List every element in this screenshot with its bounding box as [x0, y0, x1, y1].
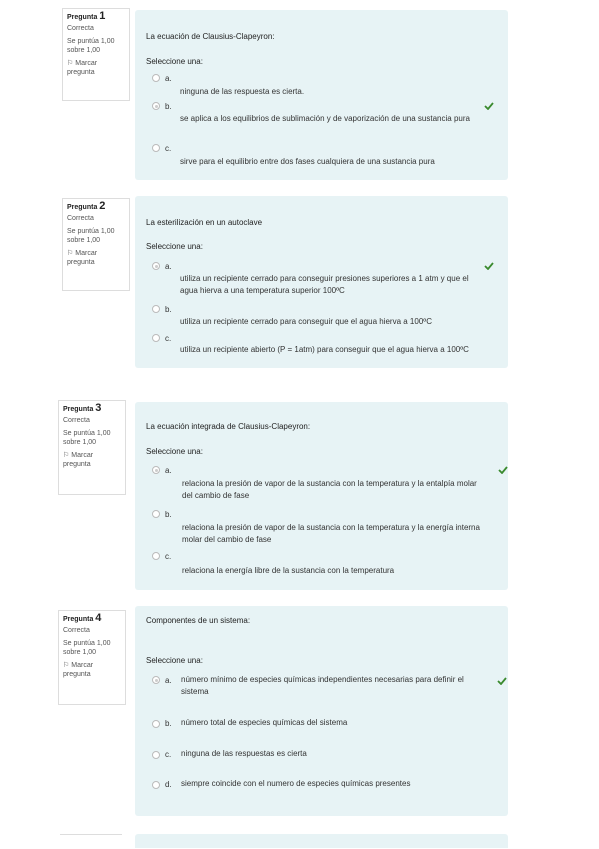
answer-text[interactable]: utiliza un recipiente cerrado para conseguir presiones superiores a 1 atm y que el agua hierva a una temperatura superior 100ºC [180, 274, 469, 295]
answer-radio[interactable] [152, 102, 160, 110]
answer-radio[interactable] [152, 720, 160, 728]
answer-letter: d. [165, 780, 172, 789]
question-text: La ecuación integrada de Clausius-Clapeyron: [146, 422, 311, 431]
answer-letter: b. [165, 305, 172, 314]
question-formulation [135, 606, 508, 816]
question-text: La ecuación de Clausius-Clapeyron: [146, 32, 275, 41]
answer-text[interactable]: número total de especies químicas del sistema [181, 718, 348, 727]
question-label: Pregunta [67, 14, 98, 21]
answer-text[interactable]: sirve para el equilibrio entre dos fases cualquiera de una sustancia pura [180, 157, 435, 166]
answer-radio[interactable] [152, 334, 160, 342]
flag-question-link[interactable] [67, 59, 125, 77]
answer-text[interactable]: relaciona la presión de vapor de la sustancia con la temperatura y la energía interna molar del cambio de fase [182, 523, 480, 544]
question-number-line [63, 614, 121, 624]
check-icon [498, 466, 508, 474]
answer-radio[interactable] [152, 466, 160, 474]
question-formulation [135, 402, 508, 590]
answer-letter: a. [165, 74, 172, 83]
question-formulation [135, 10, 508, 180]
question-info [62, 8, 130, 101]
question-grade: Se puntúa 1,00 sobre 1,00 [67, 228, 115, 244]
flag-icon: ⚐ [67, 60, 74, 67]
answer-text[interactable]: ninguna de las respuesta es cierta. [180, 87, 305, 96]
question-state: Correcta [63, 417, 90, 424]
question-info [58, 400, 126, 495]
answer-prompt: Seleccione una: [146, 447, 203, 456]
answer-letter: c. [165, 750, 172, 759]
flag-question-link[interactable] [63, 451, 121, 469]
answer-radio[interactable] [152, 144, 160, 152]
flag-label: Marcar pregunta [67, 250, 98, 266]
answer-letter: c. [165, 552, 172, 561]
check-icon [497, 677, 507, 685]
check-icon [484, 262, 494, 270]
next-question-formulation [135, 834, 508, 848]
answer-text[interactable]: se aplica a los equilibrios de sublimación y de vaporización de una sustancia pura [180, 114, 470, 123]
question-text: Componentes de un sistema: [146, 616, 251, 625]
question-formulation [135, 196, 508, 368]
question-state: Correcta [67, 215, 94, 222]
question-number-line [67, 12, 125, 22]
question-label: Pregunta [63, 616, 94, 623]
flag-label: Marcar pregunta [67, 60, 98, 76]
question-number: 4 [95, 612, 102, 624]
flag-icon: ⚐ [63, 452, 70, 459]
answer-radio[interactable] [152, 751, 160, 759]
question-grade: Se puntúa 1,00 sobre 1,00 [63, 640, 111, 656]
flag-question-link[interactable] [63, 661, 121, 679]
answer-letter: b. [165, 102, 172, 111]
check-icon [484, 102, 494, 110]
question-label: Pregunta [63, 406, 94, 413]
answer-letter: b. [165, 719, 172, 728]
question-number-line [67, 202, 125, 212]
question-info [62, 198, 130, 291]
question-state: Correcta [63, 627, 90, 634]
answer-radio[interactable] [152, 262, 160, 270]
question-grade: Se puntúa 1,00 sobre 1,00 [63, 430, 111, 446]
answer-text[interactable]: número mínimo de especies químicas independientes necesarias para definir el sistema [181, 675, 464, 696]
answer-prompt: Seleccione una: [146, 242, 203, 251]
answer-radio[interactable] [152, 74, 160, 82]
answer-letter: c. [165, 334, 172, 343]
answer-letter: b. [165, 510, 172, 519]
answer-radio[interactable] [152, 552, 160, 560]
answer-text[interactable]: utiliza un recipiente abierto (P = 1atm) para conseguir que el agua hierva a 100ºC [180, 345, 469, 354]
answer-radio[interactable] [152, 305, 160, 313]
question-number: 2 [99, 200, 106, 212]
answer-prompt: Seleccione una: [146, 656, 203, 665]
question-label: Pregunta [67, 204, 98, 211]
flag-icon: ⚐ [63, 662, 70, 669]
question-number-line [63, 404, 121, 414]
flag-label: Marcar pregunta [63, 662, 94, 678]
answer-radio[interactable] [152, 781, 160, 789]
next-question-info [60, 834, 122, 849]
flag-label: Marcar pregunta [63, 452, 94, 468]
answer-text[interactable]: ninguna de las respuestas es cierta [181, 749, 307, 758]
answer-text[interactable]: relaciona la energía libre de la sustancia con la temperatura [182, 566, 395, 575]
answer-text[interactable]: siempre coincide con el numero de especies químicas presentes [181, 779, 411, 788]
answer-letter: a. [165, 466, 172, 475]
answer-letter: c. [165, 144, 172, 153]
answer-letter: a. [165, 262, 172, 271]
answer-text[interactable]: relaciona la presión de vapor de la sustancia con la temperatura y la entalpía molar del cambio de fase [182, 479, 477, 500]
question-number: 3 [95, 402, 102, 414]
question-grade: Se puntúa 1,00 sobre 1,00 [67, 38, 115, 54]
question-state: Correcta [67, 25, 94, 32]
answer-letter: a. [165, 676, 172, 685]
answer-radio[interactable] [152, 510, 160, 518]
question-info [58, 610, 126, 705]
question-text: La esterilización en un autoclave [146, 218, 263, 227]
answer-prompt: Seleccione una: [146, 57, 203, 66]
answer-radio[interactable] [152, 676, 160, 684]
answer-text[interactable]: utiliza un recipiente cerrado para conseguir que el agua hierva a 100ºC [180, 317, 432, 326]
flag-question-link[interactable] [67, 249, 125, 267]
flag-icon: ⚐ [67, 250, 74, 257]
question-number: 1 [99, 10, 106, 22]
